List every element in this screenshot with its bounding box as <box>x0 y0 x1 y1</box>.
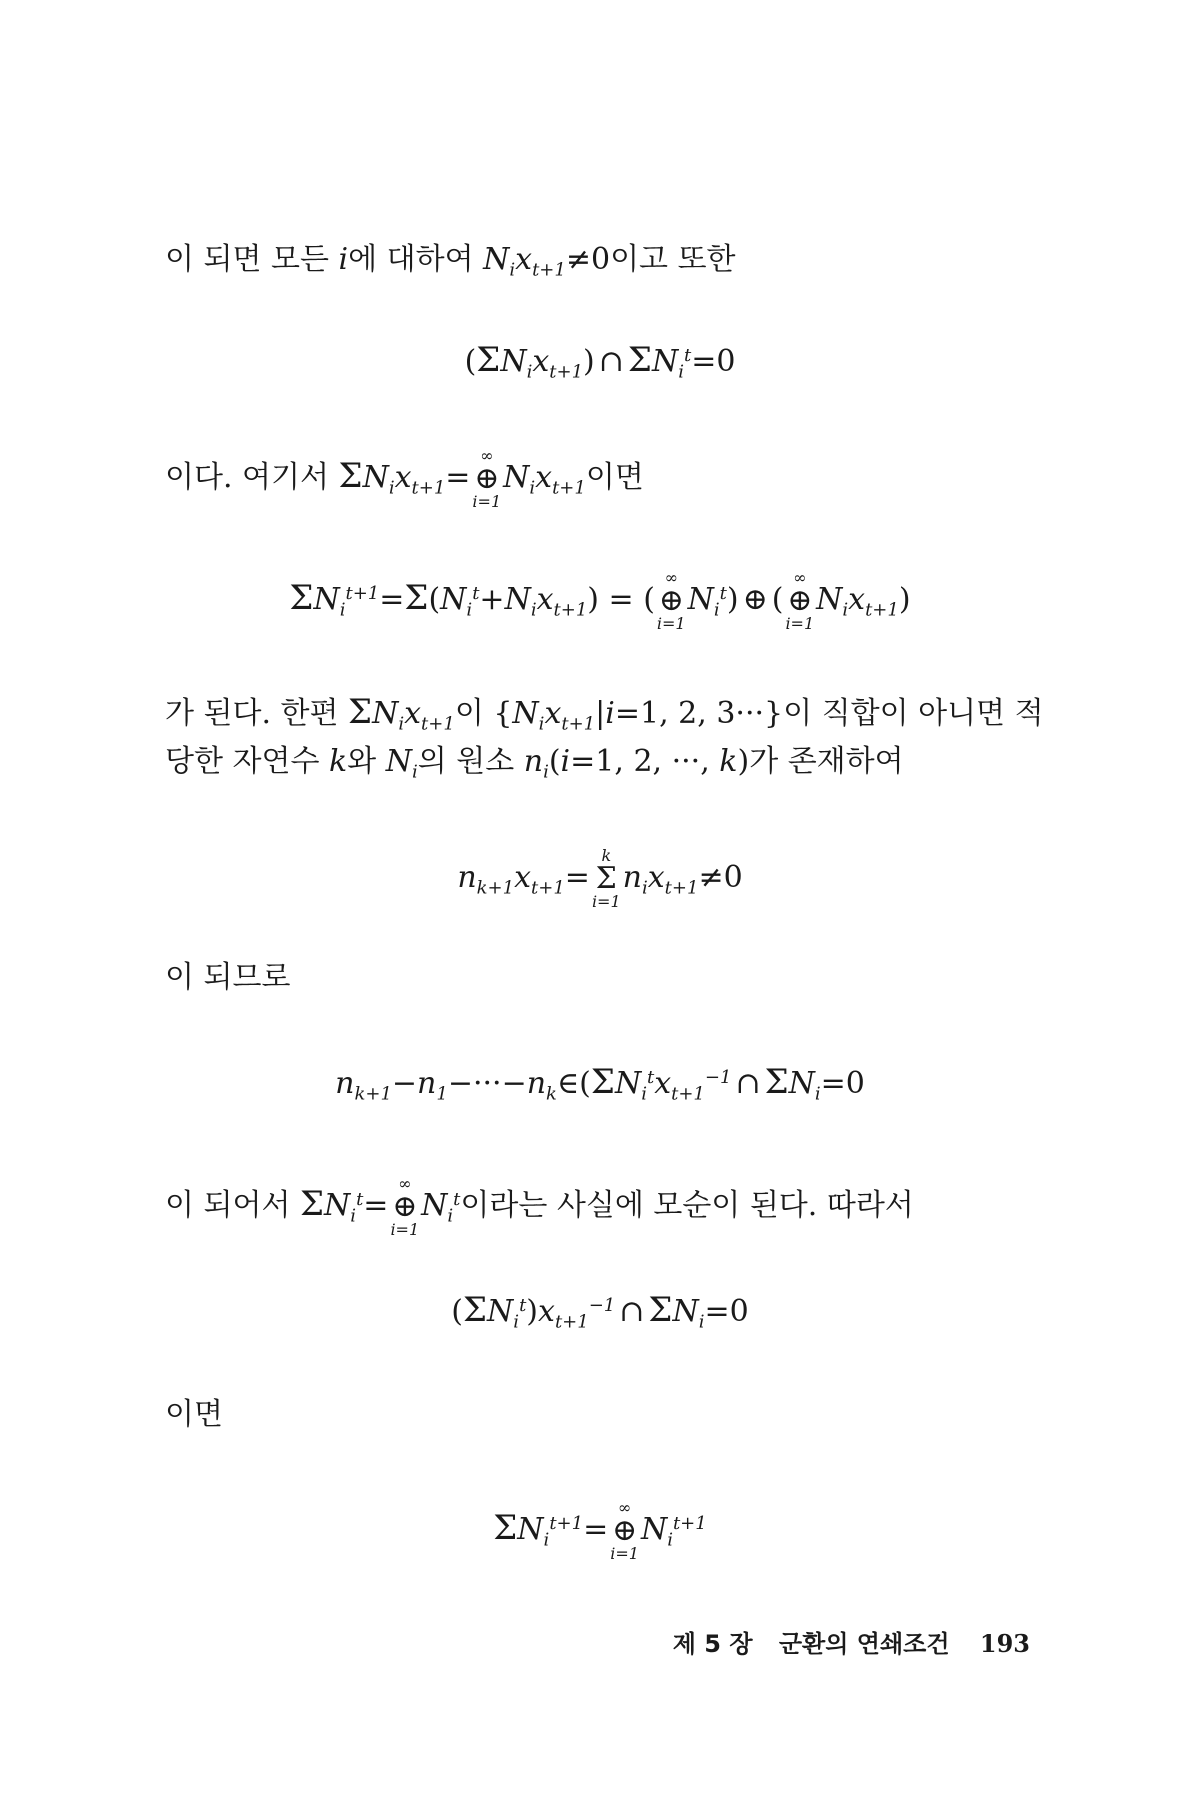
page-footer <box>0 1628 1030 1660</box>
equation-5: $(\Sigma N_i^t)x_{t+1}^{-1}$ ∩ $\Sigma N_i=0$ <box>451 1290 749 1333</box>
text-run: 당한 자연수 <box>165 744 329 779</box>
equation-6: $\Sigma N_i^{t+1}=$ ∞ ⊕ i=1 $N_i^{t+1}$ <box>493 1498 707 1563</box>
text-run: 이 되어서 <box>165 1188 300 1223</box>
text-line-1: 이 되면 모든 i에 대하여 $N_ix_{t+1}\ne 0$이고 또한 <box>165 242 736 281</box>
equation-2: $\Sigma N_i^{t+1}=\Sigma(N_i^t+N_ix_{t+1})$ = ( ∞ ⊕ i=1 $N_i^t$) ⊕ ( ∞ ⊕ i=1 $N_ix_{t+1}$) <box>289 568 911 633</box>
text-run: ≠0이고 또한 <box>565 242 736 277</box>
text-run: 이면 <box>165 1397 223 1432</box>
text-run: 이 되면 모든 <box>165 242 339 277</box>
text-run: =1, 2, 3···}이 직합이 아니면 적 <box>614 696 1044 731</box>
text-run: 이 { <box>454 696 513 731</box>
equation-1: $(\Sigma N_ix_{t+1})$ ∩ $\Sigma N_i^t=0$ <box>464 340 736 383</box>
text-line-3: 가 된다. 한편 $\Sigma N_ix_{t+1}$이 {$N_ix_{t+1}|i=1$, 2, 3···}이 직합이 아니면 적 <box>165 692 1044 735</box>
chapter-title: 군환의 연쇄조건 <box>778 1630 950 1658</box>
chapter-label: 제 5 장 <box>672 1630 753 1658</box>
text-run: 와 <box>347 744 386 779</box>
text-line-7 <box>165 1395 223 1435</box>
page-number: 193 <box>979 1629 1030 1658</box>
text-run: 의 원소 <box>417 744 524 779</box>
equation-4: $n_{k+1}-n_1-\cdot\cdot\cdot-n_k\in(\Sigma N_i^tx_{t+1}^{-1}$ ∩ $\Sigma N_i=0$ <box>335 1062 865 1105</box>
text-run: 이라는 사실에 모순이 된다. 따라서 <box>460 1188 914 1223</box>
text-line-2: 이다. 여기서 $\Sigma N_ix_{t+1}=$ ∞ ⊕ i=1 $N_ix_{t+1}$이면 <box>165 446 644 511</box>
text-line-5 <box>165 958 290 998</box>
text-run: 가 된다. 한편 <box>165 696 349 731</box>
text-run: 이다. 여기서 <box>165 460 339 495</box>
text-line-6: 이 되어서 $\Sigma N_i^t=$ ∞ ⊕ i=1 $N_i^t$이라는 사실에 모순이 된다. 따라서 <box>165 1174 914 1239</box>
text-line-4: 당한 자연수 k와 $N_i$의 원소 $n_i(i=1$, 2, ···, k)가 존재하여 <box>165 744 904 783</box>
text-run: 에 대하여 <box>348 242 484 277</box>
equation-3: $n_{k+1}x_{t+1}=$ k Σ i=1 $n_ix_{t+1}\ne 0$ <box>457 846 743 911</box>
text-run: 이 되므로 <box>165 960 291 995</box>
text-run: 이면 <box>585 460 644 495</box>
text-run: )가 존재하여 <box>737 744 904 779</box>
text-run: =1, 2, ···, <box>570 744 720 779</box>
